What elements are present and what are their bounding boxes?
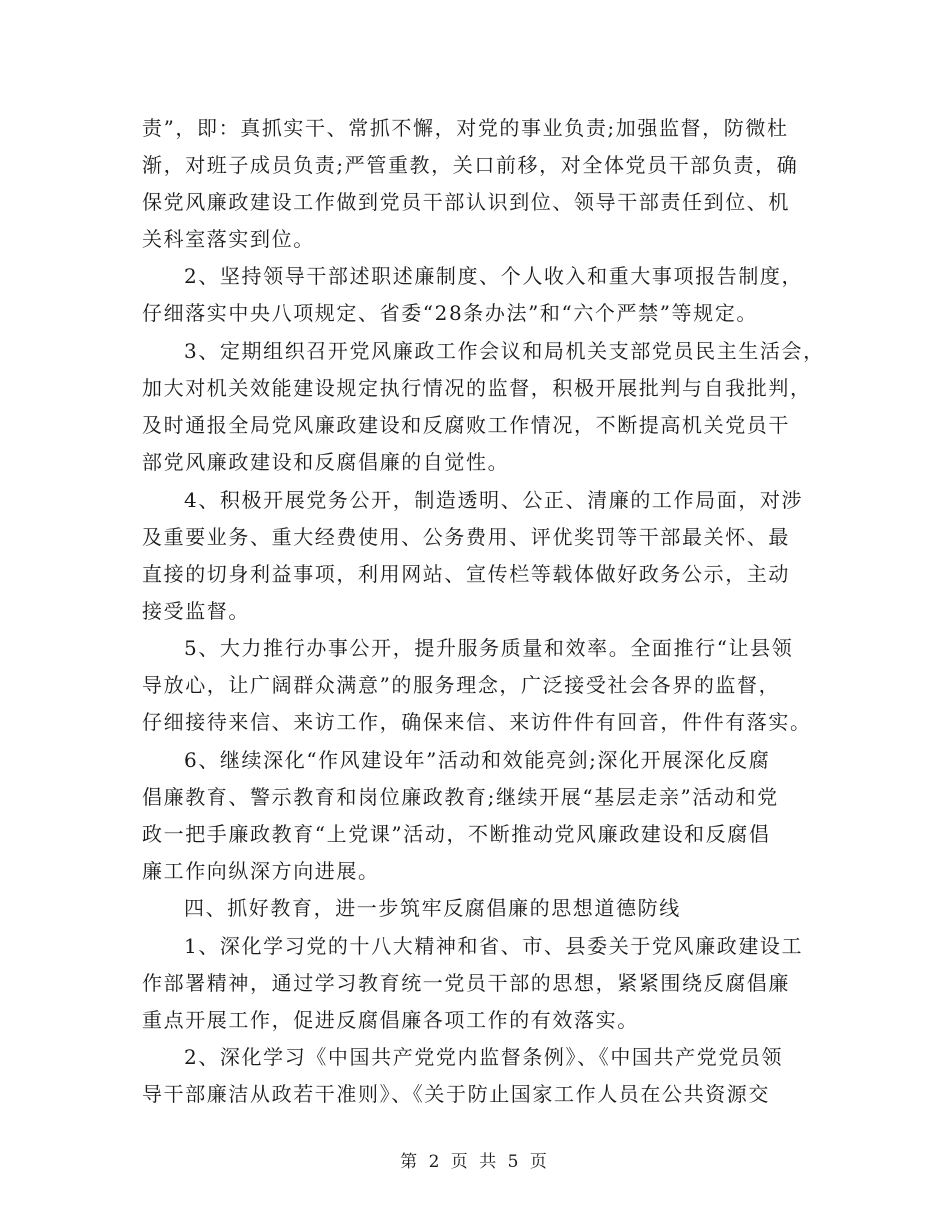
text-line: 导放心，让广阔群众满意”的服务理念，广泛接受社会各界的监督， <box>142 673 781 697</box>
text-line: 保党风廉政建设工作做到党员干部认识到位、领导干部责任到位、机 <box>142 190 790 214</box>
text-line: 关科室落实到位。 <box>142 227 315 251</box>
section-heading: 四、抓好教育，进一步筑牢反腐倡廉的思想道德防线 <box>184 896 681 920</box>
text-line: 部党风廉政建设和反腐倡廉的自觉性。 <box>142 450 510 474</box>
paragraph-first-line: 5、大力推行办事公开，提升服务质量和效率。全面推行“让县领 <box>184 636 794 660</box>
text-line: 直接的切身利益事项，利用网站、宣传栏等载体做好政务公示，主动 <box>142 562 790 586</box>
text-line: 及重要业务、重大经费使用、公务费用、评优奖罚等干部最关怀、最 <box>142 525 790 549</box>
paragraph-first-line: 2、坚持领导干部述职述廉制度、个人收入和重大事项报告制度， <box>184 264 804 288</box>
text-line: 倡廉教育、警示教育和岗位廉政教育;继续开展“基层走亲”活动和党 <box>142 785 779 809</box>
text-line: 廉工作向纵深方向进展。 <box>142 859 380 883</box>
paragraph-first-line: 2、深化学习《中国共产党党内监督条例》、《中国共产党党员领 <box>184 1045 784 1069</box>
paragraph-first-line: 4、积极开展党务公开，制造透明、公正、清廉的工作局面，对涉 <box>184 488 804 512</box>
text-line: 加大对机关效能建设规定执行情况的监督，积极开展批判与自我批判， <box>142 376 812 400</box>
text-line: 及时通报全局党风廉政建设和反腐败工作情况，不断提高机关党员干 <box>142 413 790 437</box>
text-line: 渐，对班子成员负责;严管重教，关口前移，对全体党员干部负责，确 <box>142 153 799 177</box>
paragraph-first-line: 6、继续深化“作风建设年”活动和效能亮剑;深化开展深化反腐 <box>184 748 771 772</box>
paragraph-first-line: 1、深化学习党的十八大精神和省、市、县委关于党风廉政建设工 <box>184 934 804 958</box>
text-line: 仔细接待来信、来访工作，确保来信、来访件件有回音，件件有落实。 <box>142 710 812 734</box>
text-line: 作部署精神，通过学习教育统一党员干部的思想，紧紧围绕反腐倡廉 <box>142 971 790 995</box>
page-footer: 第 2 页 共 5 页 <box>400 1152 550 1172</box>
text-line: 责”，即：真抓实干、常抓不懈，对党的事业负责;加强监督，防微杜 <box>142 116 789 140</box>
text-line: 重点开展工作，促进反腐倡廉各项工作的有效落实。 <box>142 1008 639 1032</box>
text-line: 导干部廉洁从政若干准则》、《关于防止国家工作人员在公共资源交 <box>142 1082 770 1106</box>
text-line: 仔细落实中央八项规定、省委“28条办法”和“六个严禁”等规定。 <box>142 301 758 325</box>
paragraph-first-line: 3、定期组织召开党风廉政工作会议和局机关支部党员民主生活会， <box>184 339 825 363</box>
text-line: 政一把手廉政教育“上党课”活动，不断推动党风廉政建设和反腐倡 <box>142 822 771 846</box>
text-line: 接受监督。 <box>142 599 250 623</box>
